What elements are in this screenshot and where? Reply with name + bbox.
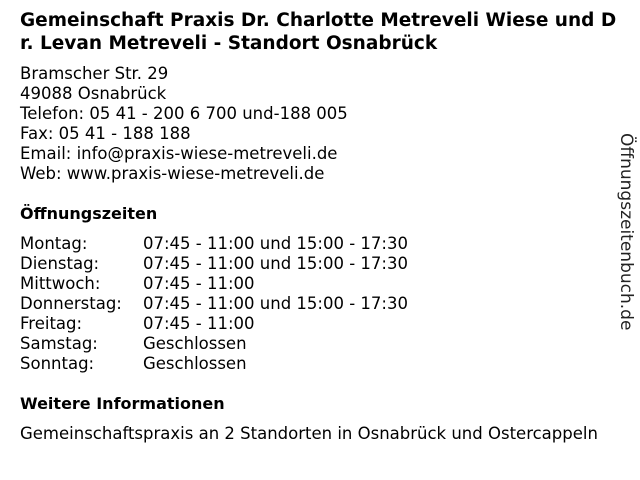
- further-info-text: Gemeinschaftspraxis an 2 Standorten in Osnabrück und Ostercappeln: [20, 424, 598, 443]
- hours-row-sunday: [20, 354, 408, 374]
- email-address: Email: info@praxis-wiese-metreveli.de: [20, 144, 338, 163]
- time-value: 07:45 - 11:00 und 15:00 - 17:30: [143, 254, 408, 273]
- time-value: Geschlossen: [143, 354, 247, 373]
- street-address: Bramscher Str. 29: [20, 64, 169, 83]
- time-value: 07:45 - 11:00 und 15:00 - 17:30: [143, 234, 408, 253]
- hours-row-tuesday: [20, 254, 408, 274]
- time-value: 07:45 - 11:00: [143, 314, 255, 333]
- page-title: Gemeinschaft Praxis Dr. Charlotte Metreveli Wiese und Dr. Levan Metreveli - Standort Osnabrück: [20, 10, 617, 54]
- day-label: Sonntag:: [20, 354, 95, 373]
- day-label: Dienstag:: [20, 254, 100, 273]
- website: Web: www.praxis-wiese-metreveli.de: [20, 164, 325, 183]
- hours-row-friday: [20, 314, 408, 334]
- day-label: Donnerstag:: [20, 294, 122, 313]
- time-value: Geschlossen: [143, 334, 247, 353]
- further-info-heading: Weitere Informationen: [20, 394, 225, 413]
- fax-number: Fax: 05 41 - 188 188: [20, 124, 191, 143]
- time-value: 07:45 - 11:00 und 15:00 - 17:30: [143, 294, 408, 313]
- watermark-text: Öffnungszeitenbuch.de: [616, 133, 636, 331]
- hours-row-monday: [20, 234, 408, 254]
- hours-row-thursday: [20, 294, 408, 314]
- opening-hours-heading: Öffnungszeiten: [20, 204, 158, 223]
- postal-city: 49088 Osnabrück: [20, 84, 167, 103]
- day-label: Freitag:: [20, 314, 83, 333]
- day-label: Montag:: [20, 234, 88, 253]
- contact-block: [20, 64, 348, 184]
- phone-number: Telefon: 05 41 - 200 6 700 und-188 005: [20, 104, 348, 123]
- day-label: Mittwoch:: [20, 274, 101, 293]
- time-value: 07:45 - 11:00: [143, 274, 255, 293]
- hours-row-saturday: [20, 334, 408, 354]
- day-label: Samstag:: [20, 334, 98, 353]
- hours-row-wednesday: [20, 274, 408, 294]
- opening-hours-table: [20, 234, 408, 374]
